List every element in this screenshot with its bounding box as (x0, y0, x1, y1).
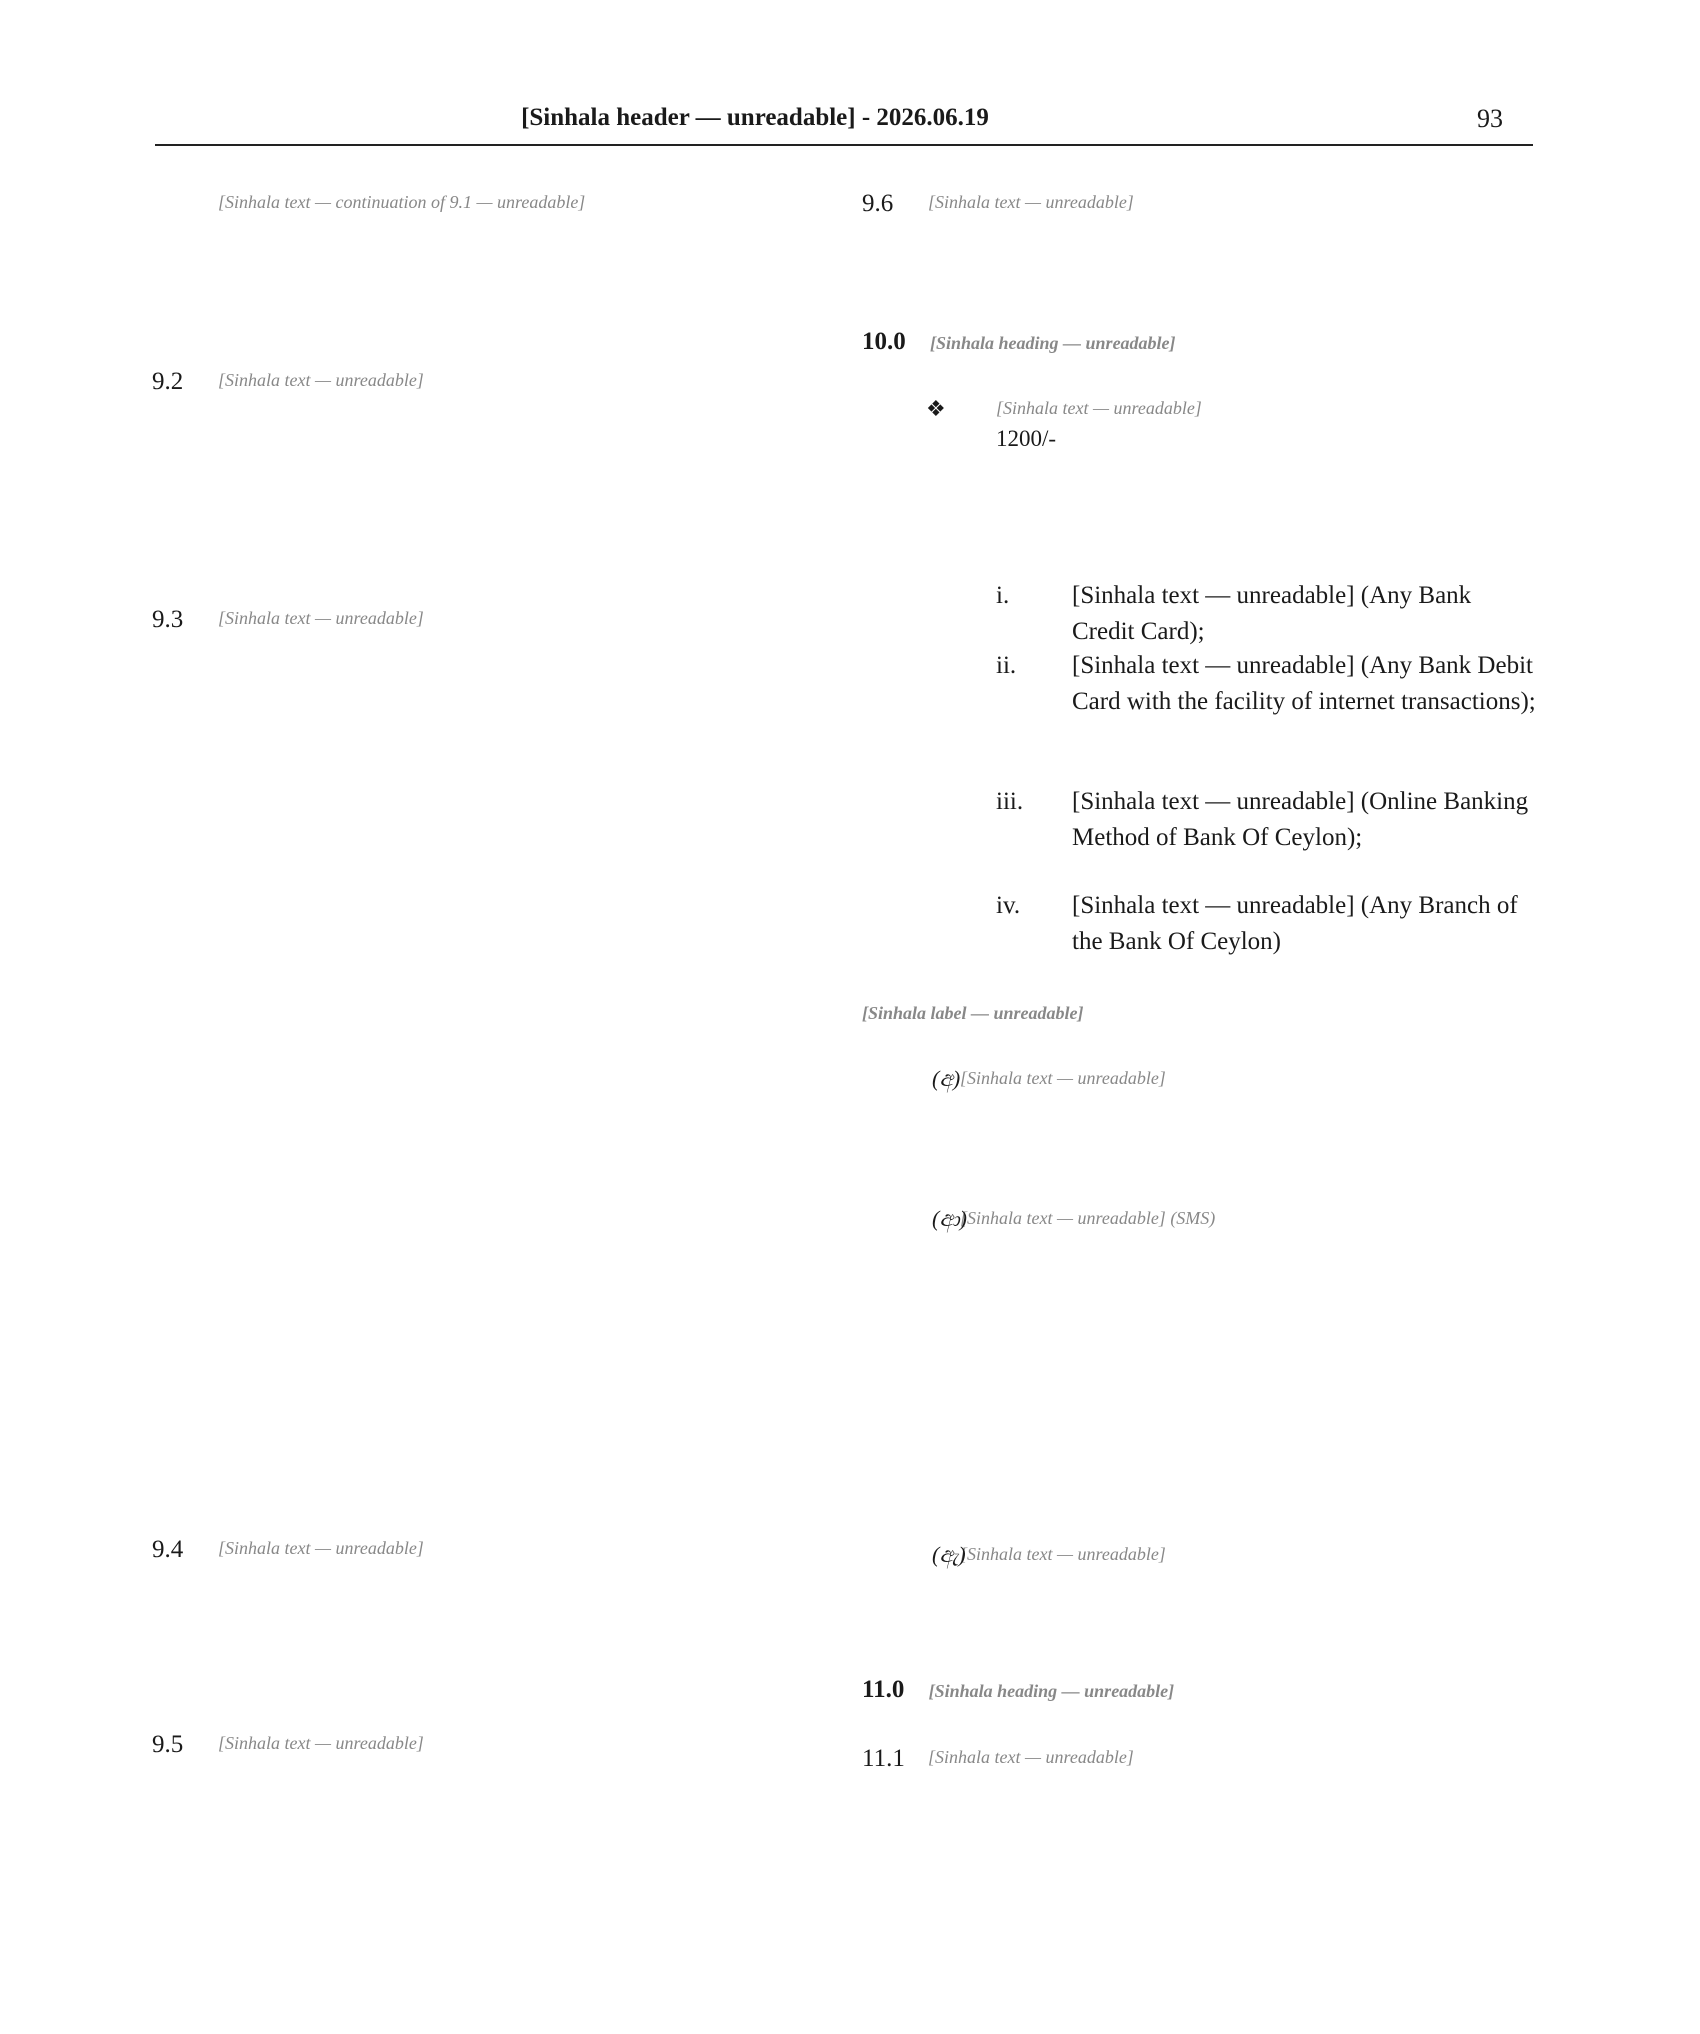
diamond-bullet-icon: ❖ (926, 396, 946, 422)
para-text: [Sinhala text — unreadable] (928, 192, 1134, 212)
fee-text: [Sinhala text — unreadable] (996, 398, 1202, 419)
section-title: [Sinhala heading — unreadable] (930, 333, 1176, 353)
note-text: [Sinhala text — unreadable] (960, 1068, 1166, 1089)
para-9-3 (152, 606, 830, 1476)
section-10-heading (862, 328, 1538, 356)
item-text: [Sinhala text — unreadable] (Any Bank Credit Card); (1072, 582, 1472, 646)
para-text: [Sinhala text — unreadable] (218, 1538, 424, 1558)
para-9-6 (862, 190, 1538, 294)
para-9-4 (152, 1536, 830, 1676)
para-number: 9.5 (152, 1731, 184, 1758)
item-number: iv. (996, 892, 1021, 920)
para-number: 9.2 (152, 368, 184, 395)
para-text: [Sinhala text — unreadable] (928, 1746, 1134, 1767)
section-number: 10.0 (862, 328, 906, 355)
header-rule (155, 144, 1533, 146)
left-column (152, 190, 830, 1901)
right-column (862, 190, 1538, 1915)
para-number: 11.1 (862, 1744, 905, 1772)
item-text: [Sinhala text — unreadable] (Online Banking Method of Bank Of Ceylon); (1072, 788, 1529, 852)
item-number: i. (996, 582, 1010, 610)
page-number: 93 (1477, 104, 1503, 133)
note-label: (ආ) (932, 1206, 967, 1232)
note-text: [Sinhala text — unreadable] (960, 1544, 1166, 1565)
notes-label (862, 998, 1538, 1026)
note-text: [Sinhala text — unreadable] (SMS) (960, 1208, 1216, 1229)
note-label: (අ) (932, 1066, 961, 1092)
notes-label-text: [Sinhala label — unreadable] (862, 1003, 1084, 1024)
fee-amount: 1200/- (996, 426, 1057, 452)
para-9-2 (152, 368, 830, 558)
para-9-5 (152, 1731, 830, 1901)
para-text: [Sinhala text — unreadable] (218, 608, 424, 628)
payment-method-item (996, 888, 1538, 958)
section-title: [Sinhala heading — unreadable] (928, 1681, 1175, 1702)
section-11-heading (862, 1676, 1538, 1704)
note-item (862, 1066, 1538, 1170)
para-number: 9.4 (152, 1536, 184, 1563)
item-number: ii. (996, 652, 1017, 680)
item-text: [Sinhala text — unreadable] (Any Branch of the Bank Of Ceylon) (1072, 892, 1518, 956)
para-text: [Sinhala text — continuation of 9.1 — unreadable] (218, 192, 586, 212)
payment-method-item (996, 648, 1538, 784)
para-number: 9.3 (152, 606, 184, 633)
section-number: 11.0 (862, 1676, 905, 1704)
para-number: 9.6 (862, 190, 894, 217)
para-text: [Sinhala text — unreadable] (218, 370, 424, 390)
fee-paragraph (926, 396, 1538, 536)
gazette-title: [Sinhala header — unreadable] - 2026.06.19 (521, 104, 989, 131)
payment-method-item (996, 578, 1538, 648)
note-item (862, 1542, 1538, 1646)
payment-methods-list (996, 578, 1538, 958)
item-text: [Sinhala text — unreadable] (Any Bank Debit Card with the facility of internet transactions); (1072, 652, 1536, 716)
note-item (862, 1206, 1538, 1506)
payment-method-item (996, 784, 1538, 888)
note-label: (ඇ) (932, 1542, 966, 1568)
para-text: [Sinhala text — unreadable] (218, 1733, 424, 1753)
item-number: iii. (996, 788, 1024, 816)
para-9-1-continued (218, 190, 830, 330)
page-header (155, 104, 1535, 144)
para-11-1 (862, 1744, 1538, 1915)
